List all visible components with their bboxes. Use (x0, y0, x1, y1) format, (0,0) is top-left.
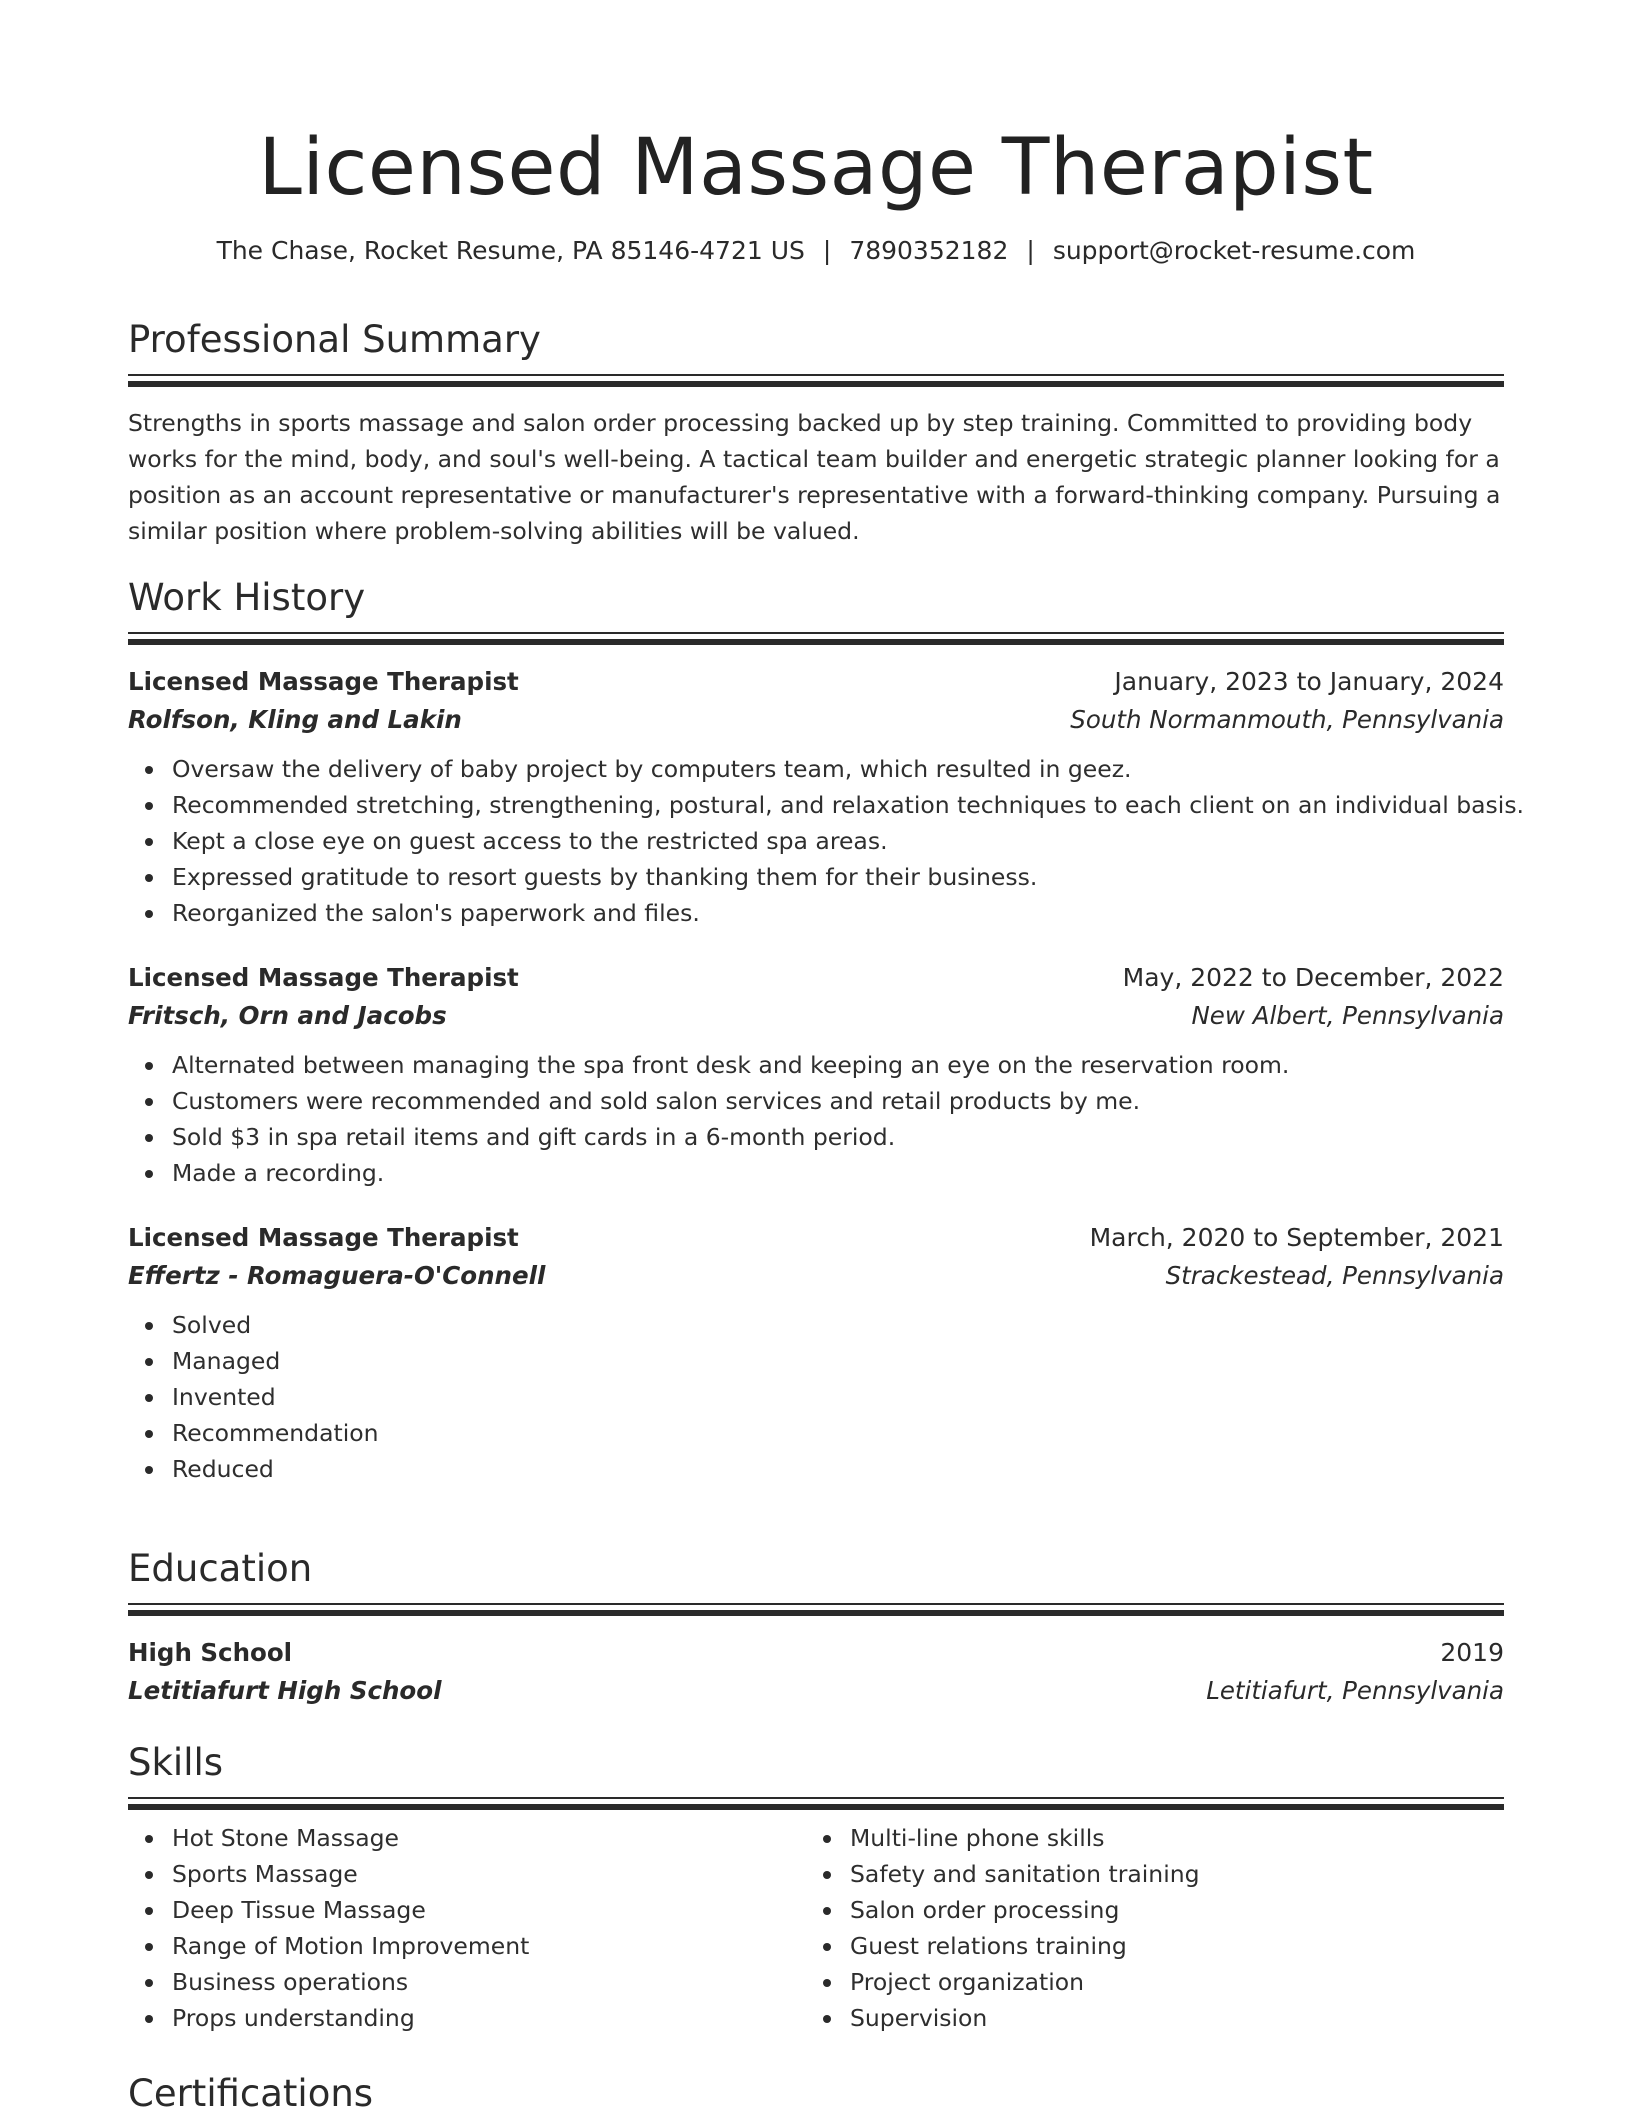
candidate-title: Licensed Massage Therapist (258, 123, 1374, 213)
section-skills (128, 1739, 1504, 2036)
job-entry (128, 663, 1525, 931)
contact-separator: | (822, 236, 832, 265)
list-item: Expressed gratitude to resort guests by thanking them for their business. (172, 859, 1504, 895)
list-item: Safety and sanitation training (850, 1856, 1484, 1892)
resume-page (128, 0, 1525, 2115)
contact-address: The Chase, Rocket Resume, PA 85146-4721 US (216, 236, 805, 265)
list-item: Customers were recommended and sold salon services and retail products by me. (172, 1083, 1504, 1119)
section-divider (128, 374, 1504, 387)
section-heading: Skills (128, 1741, 224, 1784)
list-item: Supervision (850, 2000, 1484, 2036)
contact-phone: 7890352182 (849, 236, 1009, 265)
section-heading: Certifications (128, 2072, 374, 2115)
job-dates: March, 2020 to September, 2021 (1089, 1223, 1504, 1252)
list-item: Hot Stone Massage (172, 1820, 806, 1856)
list-item: Guest relations training (850, 1928, 1484, 1964)
job-dates: January, 2023 to January, 2024 (1114, 667, 1504, 696)
section-work-history (128, 574, 1525, 1487)
education-entry (128, 1634, 1504, 1710)
list-item: Made a recording. (172, 1155, 1504, 1191)
section-divider (128, 1603, 1504, 1616)
list-item: Oversaw the delivery of baby project by computers team, which resulted in geez. (172, 751, 1504, 787)
list-item: Business operations (172, 1964, 806, 2000)
job-bullets (128, 1047, 1504, 1191)
list-item: Solved (172, 1307, 1504, 1343)
job-company: Rolfson, Kling and Lakin (128, 705, 462, 734)
job-location: Strackestead, Pennsylvania (1165, 1261, 1504, 1290)
contact-email[interactable]: support@rocket-resume.com (1052, 236, 1416, 265)
job-title: Licensed Massage Therapist (128, 963, 519, 992)
section-education (128, 1545, 1504, 1710)
education-year: 2019 (1440, 1638, 1504, 1667)
section-summary (128, 316, 1504, 549)
list-item: Reorganized the salon's paperwork and files. (172, 895, 1504, 931)
skills-columns (128, 1820, 1504, 2036)
list-item: Invented (172, 1379, 1504, 1415)
list-item: Alternated between managing the spa front desk and keeping an eye on the reservation room. (172, 1047, 1504, 1083)
job-dates: May, 2022 to December, 2022 (1122, 963, 1504, 992)
section-certifications (128, 2070, 1504, 2118)
list-item: Sports Massage (172, 1856, 806, 1892)
job-location: South Normanmouth, Pennsylvania (1070, 705, 1504, 734)
education-degree: High School (128, 1638, 293, 1667)
list-item: Range of Motion Improvement (172, 1928, 806, 1964)
list-item: Multi-line phone skills (850, 1820, 1484, 1856)
job-entry (128, 1219, 1504, 1487)
job-entry (128, 959, 1504, 1191)
skills-list-left (128, 1820, 806, 2036)
skills-list-right (806, 1820, 1484, 2036)
list-item: Salon order processing (850, 1892, 1484, 1928)
education-school: Letitiafurt High School (128, 1676, 442, 1705)
list-item: Props understanding (172, 2000, 806, 2036)
list-item: Sold $3 in spa retail items and gift cards in a 6-month period. (172, 1119, 1504, 1155)
section-heading: Education (128, 1547, 313, 1590)
job-location: New Albert, Pennsylvania (1191, 1001, 1504, 1030)
list-item: Managed (172, 1343, 1504, 1379)
education-location: Letitiafurt, Pennsylvania (1206, 1676, 1504, 1705)
job-title: Licensed Massage Therapist (128, 1223, 519, 1252)
section-divider (128, 1797, 1504, 1810)
list-item: Project organization (850, 1964, 1484, 2000)
job-bullets (128, 1307, 1504, 1487)
list-item: Recommendation (172, 1415, 1504, 1451)
job-bullets (128, 751, 1525, 931)
section-divider (128, 632, 1504, 645)
section-heading: Professional Summary (128, 318, 541, 361)
job-company: Effertz - Romaguera-O'Connell (128, 1261, 546, 1290)
list-item: Reduced (172, 1451, 1504, 1487)
list-item: Deep Tissue Massage (172, 1892, 806, 1928)
list-item: Recommended stretching, strengthening, postural, and relaxation techniques to each client on an individual basis. (172, 787, 1504, 823)
job-title: Licensed Massage Therapist (128, 667, 519, 696)
list-item: Kept a close eye on guest access to the restricted spa areas. (172, 823, 1504, 859)
contact-separator: | (1026, 236, 1035, 265)
contact-line (128, 234, 1504, 268)
job-company: Fritsch, Orn and Jacobs (128, 1001, 447, 1030)
section-heading: Work History (128, 576, 366, 619)
summary-text: Strengths in sports massage and salon order processing backed up by step training. Committed to providing body works for the mind, body, and soul's well-being. A tactical team builder and energetic strategic planner looking for a position as an account representative or manufacturer's representative with a forward-thinking company. Pursuing a similar position where problem-solving abilities will be valued. (128, 409, 1501, 545)
